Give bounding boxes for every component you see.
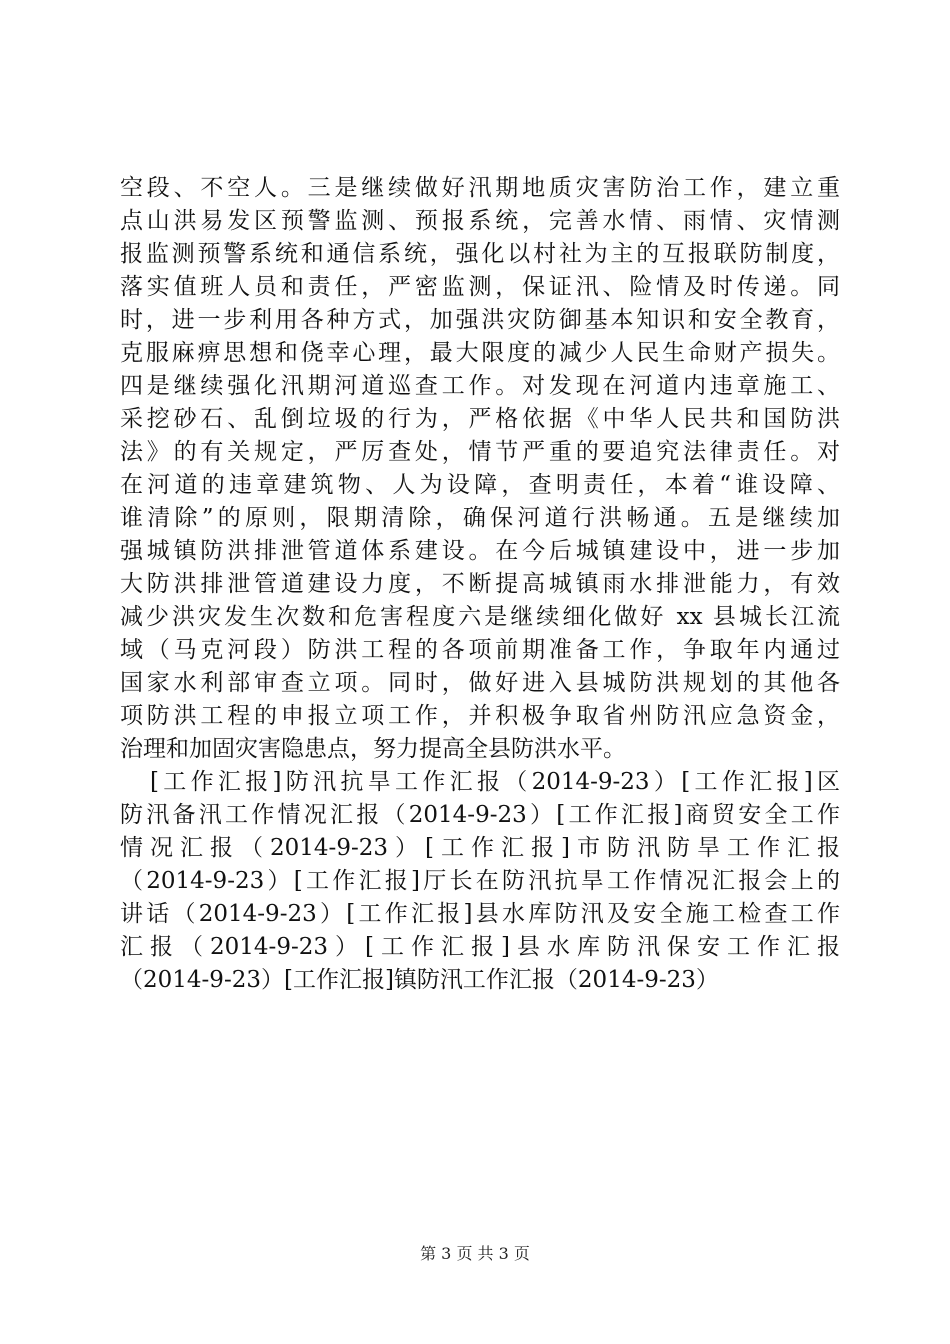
text-line: 点山洪易发区预警监测、预报系统，完善水情、雨情、灾情测 (120, 208, 840, 234)
related-reports-line: [工作汇报]防汛抗旱工作汇报（2014-9-23）[工作汇报]区 (150, 769, 840, 795)
text-line: 国家水利部审查立项。同时，做好进入县城防洪规划的其他各 (120, 670, 840, 696)
related-reports-line: 情况汇报（2014-9-23）[工作汇报]市防汛防旱工作汇报 (120, 835, 840, 861)
text-line: 时，进一步利用各种方式，加强洪灾防御基本知识和安全教育， (120, 307, 840, 333)
text-line: 在河道的违章建筑物、人为设障，查明责任，本着“谁设障、 (120, 472, 840, 498)
text-line: 谁清除”的原则，限期清除，确保河道行洪畅通。五是继续加 (120, 505, 840, 531)
text-line: 落实值班人员和责任，严密监测，保证汛、险情及时传递。同 (120, 274, 840, 300)
page-number-footer: 第 3 页 共 3 页 (420, 1244, 530, 1263)
text-line: 法》的有关规定，严厉查处，情节严重的要追究法律责任。对 (120, 439, 840, 465)
document-body (120, 172, 840, 997)
text-line: 减少洪灾发生次数和危害程度六是继续细化做好 xx 县城长江流 (120, 604, 840, 630)
related-reports-line: 汇报（2014-9-23）[工作汇报]县水库防汛保安工作汇报 (120, 934, 840, 960)
text-line: 域（马克河段）防洪工程的各项前期准备工作，争取年内通过 (120, 637, 840, 663)
related-reports-line: （2014-9-23）[工作汇报]厅长在防汛抗旱工作情况汇报会上的 (120, 868, 840, 894)
text-line: 四是继续强化汛期河道巡查工作。对发现在河道内违章施工、 (120, 373, 840, 399)
text-line: 克服麻痹思想和侥幸心理，最大限度的减少人民生命财产损失。 (120, 340, 840, 366)
text-line: 采挖砂石、乱倒垃圾的行为，严格依据《中华人民共和国防洪 (120, 406, 840, 432)
related-reports-line: 讲话（2014-9-23）[工作汇报]县水库防汛及安全施工检查工作 (120, 901, 840, 927)
related-reports-line: 防汛备汛工作情况汇报（2014-9-23）[工作汇报]商贸安全工作 (120, 802, 840, 828)
text-line: 报监测预警系统和通信系统，强化以村社为主的互报联防制度， (120, 241, 840, 267)
text-line: 治理和加固灾害隐患点，努力提高全县防洪水平。 (120, 736, 626, 762)
text-line: 项防洪工程的申报立项工作，并积极争取省州防汛应急资金， (120, 703, 840, 729)
related-reports-line: （2014-9-23）[工作汇报]镇防汛工作汇报（2014-9-23） (120, 967, 719, 993)
text-line: 空段、不空人。三是继续做好汛期地质灾害防治工作，建立重 (120, 175, 840, 201)
text-line: 大防洪排泄管道建设力度，不断提高城镇雨水排泄能力，有效 (120, 571, 840, 597)
text-line: 强城镇防洪排泄管道体系建设。在今后城镇建设中，进一步加 (120, 538, 840, 564)
